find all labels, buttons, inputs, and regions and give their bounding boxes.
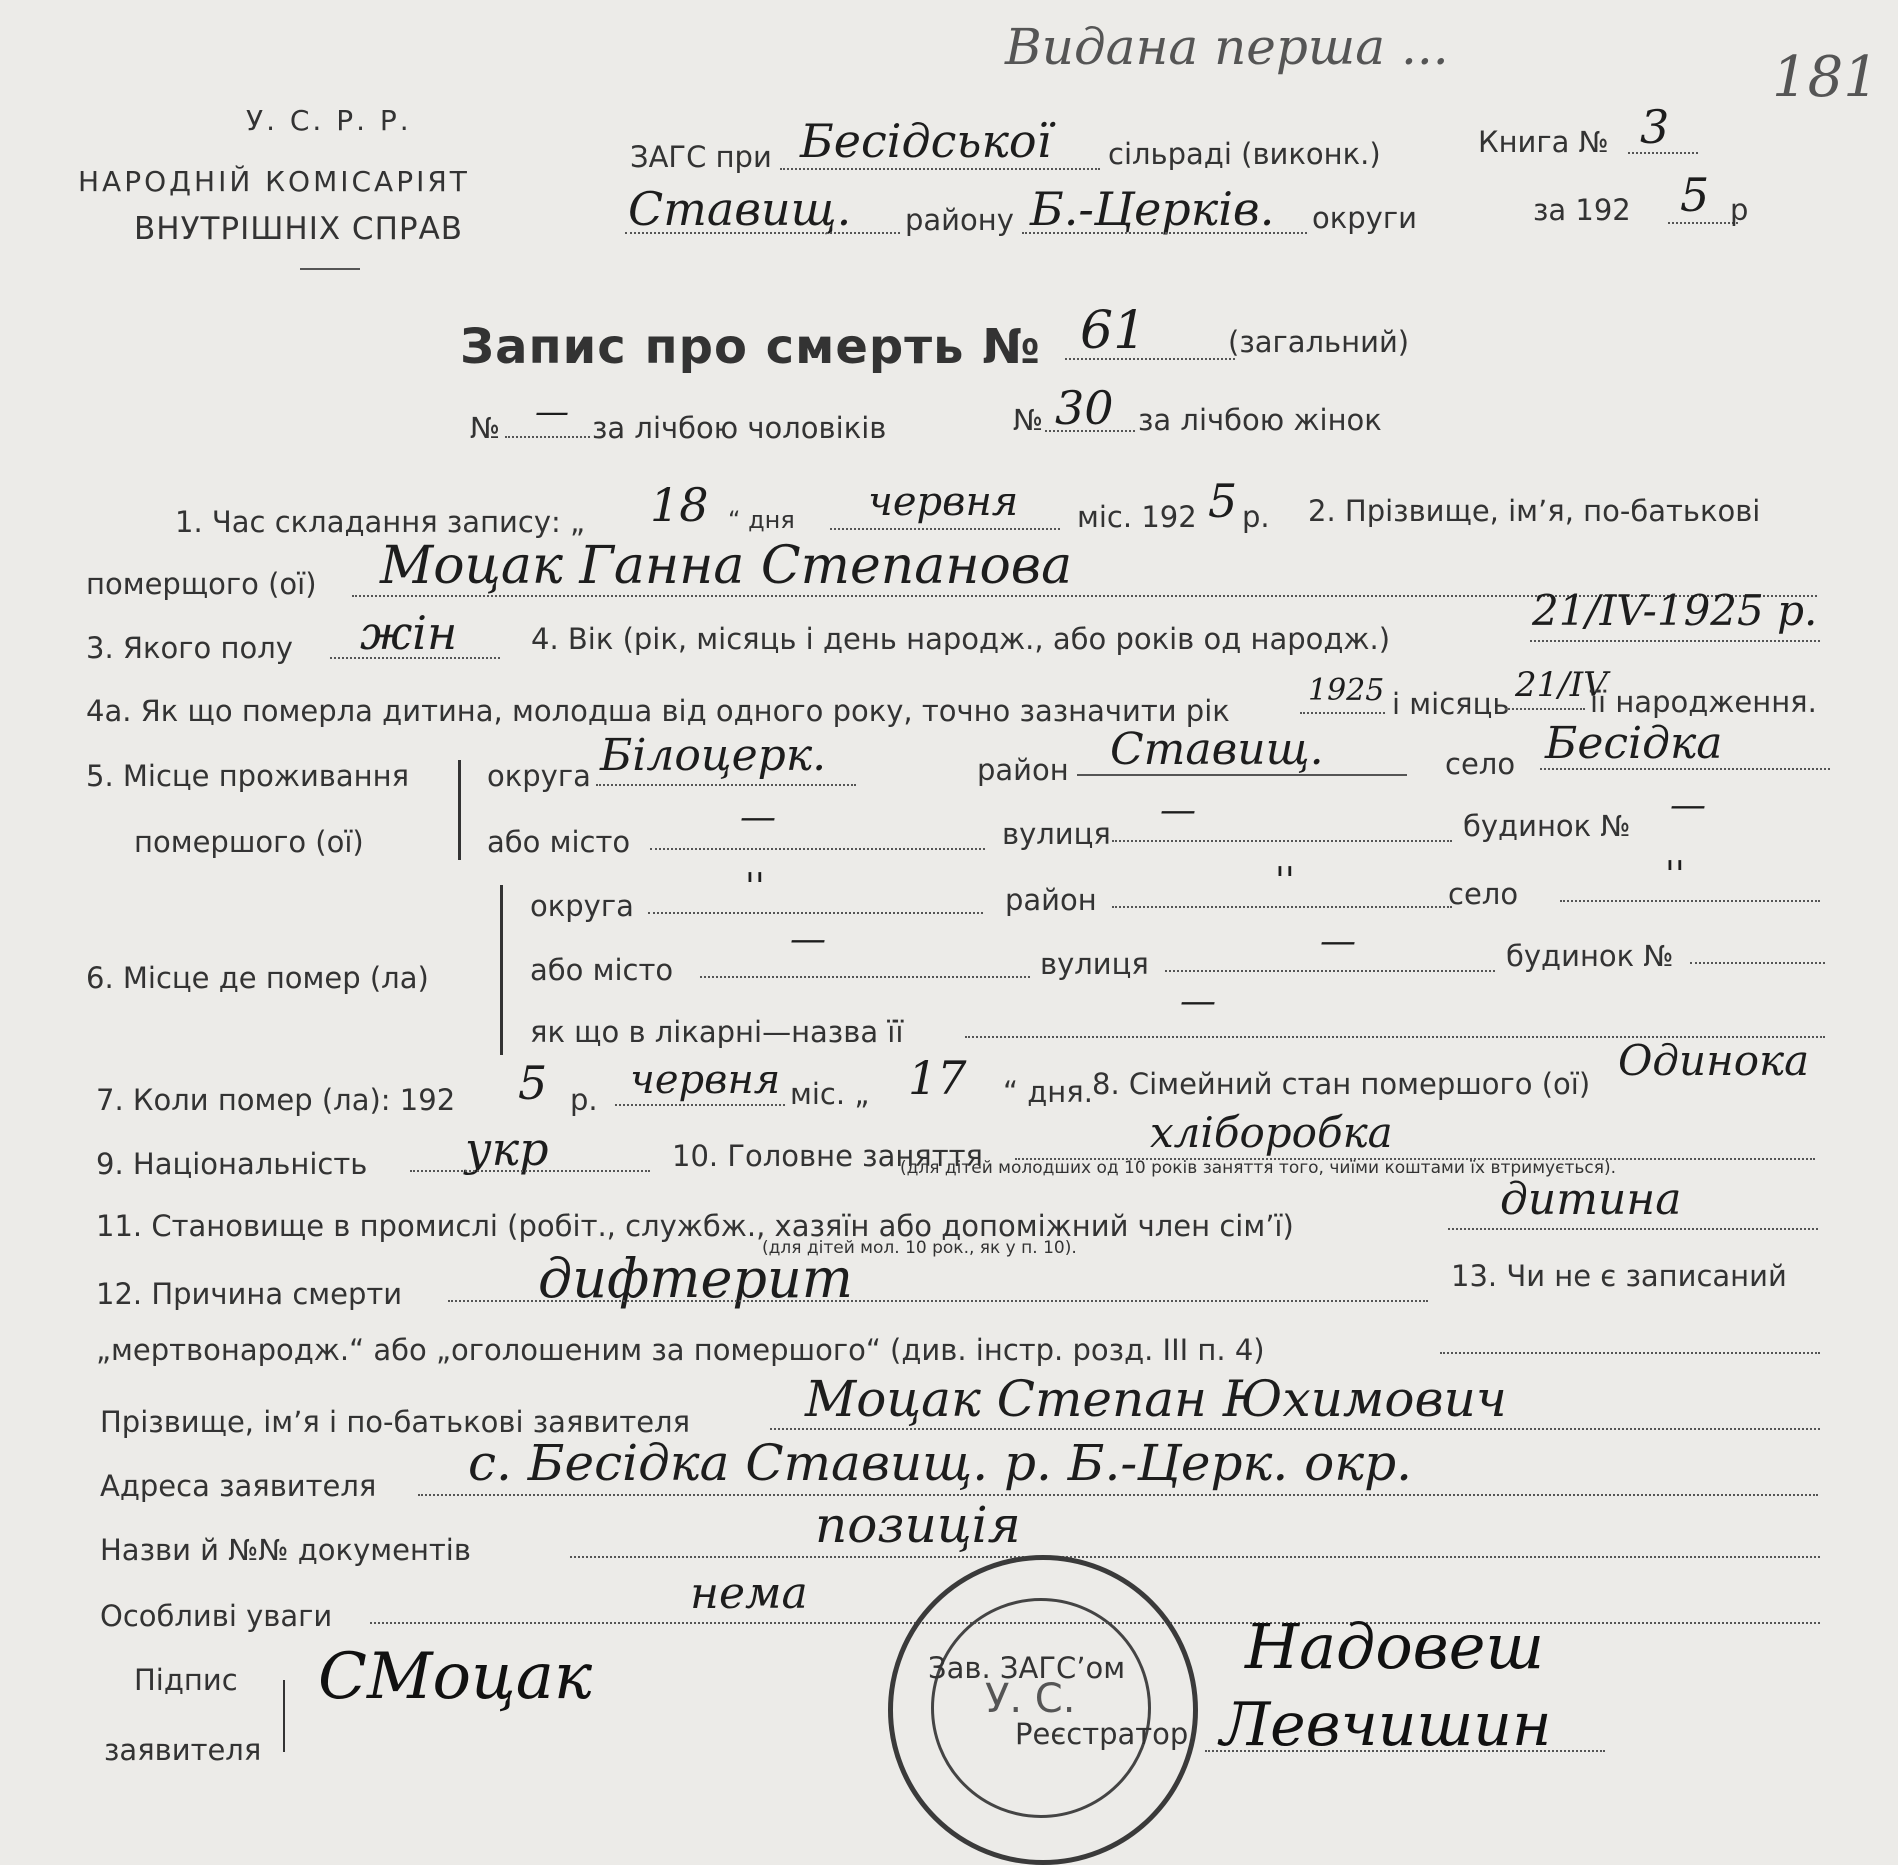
f5-city-label: або місто xyxy=(487,825,631,859)
f6-city: — xyxy=(790,919,826,960)
f7-year: 5 xyxy=(518,1056,548,1110)
f5-okrug: Білоцерк. xyxy=(600,730,827,781)
women-prefix: № xyxy=(1013,403,1044,437)
f4a-month-line xyxy=(1505,708,1585,710)
council-label: сільраді (виконк.) xyxy=(1108,137,1381,171)
year-label: за 192 xyxy=(1533,193,1631,227)
f5-okrug-line xyxy=(596,784,856,786)
f6-house-line xyxy=(1690,962,1825,964)
f10-note: (для дітей молодших од 10 років заняття того, чиїми коштами їх втримується). xyxy=(900,1158,1616,1178)
book-label: Книга № xyxy=(1478,125,1609,159)
f5-okrug-label: округа xyxy=(487,759,591,793)
f1-month-line xyxy=(830,528,1060,530)
f1-year: 5 xyxy=(1208,474,1238,528)
f4-label: 4. Вік (рік, місяць і день народж., або років од народж.) xyxy=(531,622,1391,656)
record-number-line xyxy=(1065,358,1235,360)
f3-label: 3. Якого полу xyxy=(86,631,293,665)
f5-house: — xyxy=(1670,785,1706,826)
f1-month: червня xyxy=(868,479,1019,525)
f9-value: укр xyxy=(465,1122,549,1176)
f4a-year-line xyxy=(1300,712,1385,714)
district-value: Ставищ. xyxy=(628,182,852,236)
f7-day-label: “ дня. xyxy=(1003,1075,1093,1109)
docs-value: позиція xyxy=(815,1496,1021,1554)
f8-label: 8. Сімейний стан помершого (ої) xyxy=(1092,1067,1591,1101)
district-line xyxy=(625,232,900,234)
district-label: району xyxy=(905,203,1014,237)
f11-value: дитина xyxy=(1500,1174,1682,1225)
f6-street: — xyxy=(1320,921,1356,962)
f6-hosp: — xyxy=(1180,981,1216,1022)
address-value: с. Бесідка Ставищ. р. Б.-Церк. окр. xyxy=(468,1434,1413,1492)
f6-hosp-label: як що в лікарні—назва її xyxy=(530,1015,904,1049)
book-value: 3 xyxy=(1640,100,1670,154)
f7-month-line xyxy=(615,1104,785,1106)
f6-city-label: або місто xyxy=(530,953,674,987)
year-suffix: р xyxy=(1730,193,1749,227)
applicant-signature: СМоцак xyxy=(318,1640,593,1714)
head-signature: Надовеш xyxy=(1245,1610,1545,1683)
applicant-line xyxy=(770,1428,1820,1430)
ussr-header: У. С. Р. Р. xyxy=(246,104,412,137)
f11-note: (для дітей мол. 10 рок., як у п. 10). xyxy=(762,1238,1077,1258)
record-title: Запис про смерть № xyxy=(460,319,1041,375)
council-value: Бесідської xyxy=(800,114,1052,168)
address-line xyxy=(418,1494,1818,1496)
commissariat-header: НАРОДНІЙ КОМІСАРІЯТ xyxy=(78,165,470,198)
f4-line xyxy=(1530,640,1820,642)
f6-okrug: '' xyxy=(745,867,765,908)
record-general: (загальний) xyxy=(1228,325,1410,359)
docs-line xyxy=(570,1556,1820,1558)
f11-line xyxy=(1448,1228,1818,1230)
book-line xyxy=(1628,152,1698,154)
f2-value: Моцак Ганна Степанова xyxy=(380,536,1073,596)
f5-street: — xyxy=(1160,790,1196,831)
f5-selo-line xyxy=(1540,768,1830,770)
f4a-year: 1925 xyxy=(1308,673,1385,708)
f6-selo-line xyxy=(1560,900,1820,902)
f1-day-label: “ дня xyxy=(728,506,795,534)
f1-label: 1. Час складання запису: „ xyxy=(175,505,585,539)
f2-label: 2. Прізвище, ім’я, по-батькові xyxy=(1308,494,1761,528)
f5-label1: 5. Місце проживання xyxy=(86,759,410,793)
applicant-sig-label2: заявителя xyxy=(104,1733,262,1767)
year-line xyxy=(1668,222,1738,224)
f5-city: — xyxy=(740,797,776,838)
docs-label: Назви й №№ документів xyxy=(100,1533,471,1567)
f1-year-suffix: р. xyxy=(1242,500,1270,534)
f7-month: червня xyxy=(630,1057,781,1103)
f12-value: дифтерит xyxy=(538,1247,853,1310)
f2-label2: померщого (ої) xyxy=(86,567,317,601)
registrar-label: Реєстратор xyxy=(1015,1717,1189,1751)
f6-okrug-label: округа xyxy=(530,889,634,923)
men-label: за лічбою чоловіків xyxy=(592,411,887,445)
f5-brace xyxy=(458,760,461,860)
f5-street-line xyxy=(1112,840,1452,842)
f5-street-label: вулиця xyxy=(1002,817,1111,851)
f3-value: жін xyxy=(360,606,458,660)
record-number: 61 xyxy=(1080,301,1147,361)
council-line xyxy=(780,168,1100,170)
f10-value: хліборобка xyxy=(1150,1108,1393,1157)
corner-number: 181 xyxy=(1772,45,1879,110)
sig-brace xyxy=(283,1680,285,1752)
f12-label: 12. Причина смерти xyxy=(96,1277,403,1311)
f1-day: 18 xyxy=(650,478,709,532)
f3-line xyxy=(330,657,500,659)
f5-city-line xyxy=(650,848,985,850)
f5-selo: Бесідка xyxy=(1545,718,1723,769)
f11-label: 11. Становище в промислі (робіт., службж., хазяїн або допоміжний член сім’ї) xyxy=(96,1209,1294,1243)
f9-label: 9. Національність xyxy=(96,1147,368,1181)
f4a-month: 21/IV xyxy=(1515,665,1608,705)
f6-selo: '' xyxy=(1665,855,1685,896)
f6-city-line xyxy=(700,976,1030,978)
department-header: ВНУТРІШНІХ СПРАВ xyxy=(134,211,464,247)
okrug-label: округи xyxy=(1312,201,1417,235)
okrug-value: Б.-Церків. xyxy=(1030,182,1275,236)
f5-selo-label: село xyxy=(1445,747,1516,781)
applicant-sig-label1: Підпис xyxy=(134,1663,238,1697)
official-stamp xyxy=(888,1555,1198,1865)
men-line xyxy=(505,436,590,438)
f4a-suffix: її народження. xyxy=(1590,685,1817,719)
f7-year-suffix: р. xyxy=(570,1083,598,1117)
f6-rayon-label: район xyxy=(1005,883,1097,917)
f6-house-label: будинок № xyxy=(1506,939,1674,973)
f6-rayon: '' xyxy=(1275,861,1295,902)
f13-label: 13. Чи не є записаний xyxy=(1451,1259,1787,1293)
corner-note: Видана перша ... xyxy=(1005,18,1449,76)
registrar-signature: Левчишин xyxy=(1220,1690,1552,1760)
f5-rayon: Ставищ. xyxy=(1110,724,1324,775)
f4a-month-label: і місяць xyxy=(1392,687,1510,721)
okrug-line xyxy=(1022,232,1307,234)
address-label: Адреса заявителя xyxy=(100,1469,377,1503)
f5-house-label: будинок № xyxy=(1463,809,1631,843)
f9-line xyxy=(410,1170,650,1172)
f4-value: 21/IV-1925 р. xyxy=(1532,586,1818,635)
f12-line xyxy=(448,1300,1428,1302)
f6-brace xyxy=(500,885,503,1055)
women-line xyxy=(1045,430,1135,432)
f6-okrug-line xyxy=(648,912,983,914)
f5-rayon-line xyxy=(1077,774,1407,776)
f6-street-line xyxy=(1165,970,1495,972)
f8-value: Одинока xyxy=(1618,1036,1810,1085)
f6-label: 6. Місце де помер (ла) xyxy=(86,961,429,995)
f4a-label: 4а. Як що померла дитина, молодша від одного року, точно зазначити рік xyxy=(86,694,1230,728)
registrar-line xyxy=(1205,1750,1605,1752)
notes-value: нема xyxy=(690,1568,808,1619)
applicant-label: Прізвище, ім’я і по-батькові заявителя xyxy=(100,1405,691,1439)
head-label: Зав. ЗАГС’ом xyxy=(928,1651,1126,1685)
f5-label2: помершого (ої) xyxy=(134,825,364,859)
f10-label: 10. Головне заняття xyxy=(672,1139,983,1173)
f13-label2: „мертвонародж.“ або „оголошеним за помершого“ (див. інстр. розд. III п. 4) xyxy=(96,1333,1265,1367)
f7-label: 7. Коли помер (ла): 192 xyxy=(96,1083,456,1117)
men-value: — xyxy=(535,392,569,432)
women-label: за лічбою жінок xyxy=(1138,403,1382,437)
f6-selo-label: село xyxy=(1448,877,1519,911)
women-value: 30 xyxy=(1055,381,1114,435)
applicant-value: Моцак Степан Юхимович xyxy=(805,1370,1507,1428)
zags-label: ЗАГС при xyxy=(630,140,772,174)
f6-rayon-line xyxy=(1112,906,1452,908)
men-prefix: № xyxy=(470,411,501,445)
f13-line xyxy=(1440,1352,1820,1354)
stamp-text: У. С. xyxy=(985,1676,1076,1722)
year-value: 5 xyxy=(1680,168,1710,222)
f5-rayon-label: район xyxy=(977,753,1069,787)
f1-year-label: міс. 192 xyxy=(1077,500,1197,534)
f7-day: 17 xyxy=(908,1051,967,1105)
f6-street-label: вулиця xyxy=(1040,947,1149,981)
header-divider xyxy=(300,268,360,270)
notes-label: Особливі уваги xyxy=(100,1599,333,1633)
f7-month-label: міс. „ xyxy=(790,1077,870,1111)
